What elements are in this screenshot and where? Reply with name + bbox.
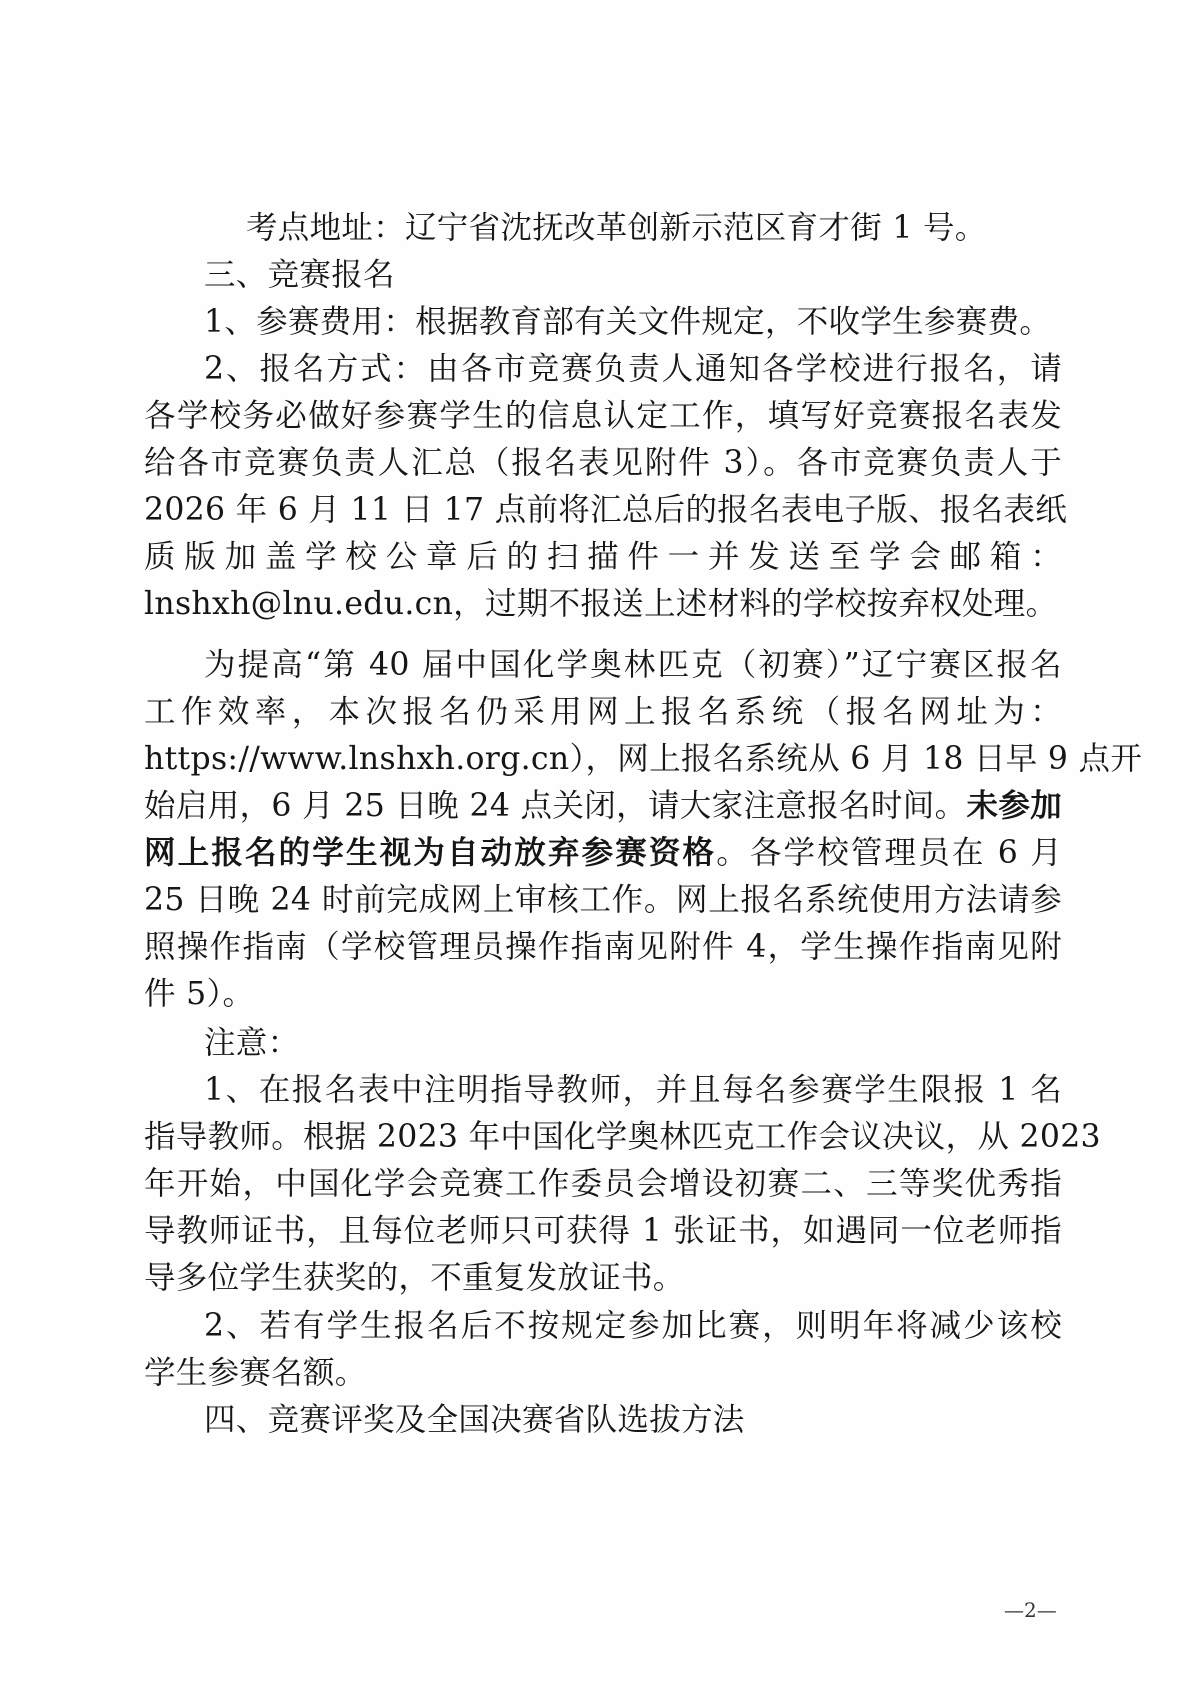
section-heading-awards: 四、竞赛评奖及全国决赛省队选拔方法 [204, 1402, 745, 1438]
item-method-line-1: 2、报名方式：由各市竞赛负责人通知各学校进行报名，请 [204, 351, 1062, 387]
notice-item-1-line-5: 导多位学生获奖的，不重复发放证书。 [144, 1260, 685, 1296]
online-registration-line-3: https://www.lnshxh.org.cn），网上报名系统从 6 月 18 日早 9 点开 [144, 741, 1143, 777]
notice-item-2-line-1: 2、若有学生报名后不按规定参加比赛，则明年将减少该校 [204, 1308, 1062, 1344]
online-registration-line-5-bold: 网上报名的学生视为自动放弃参赛资格 [144, 834, 717, 871]
online-registration-line-7: 照操作指南（学校管理员操作指南见附件 4，学生操作指南见附 [144, 929, 1062, 965]
notice-item-1-line-4: 导教师证书，且每位老师只可获得 1 张证书，如遇同一位老师指 [144, 1213, 1062, 1249]
online-registration-line-6: 25 日晚 24 时前完成网上审核工作。网上报名系统使用方法请参 [144, 882, 1062, 918]
online-registration-line-5 [144, 830, 1062, 876]
page-number: —2— [1004, 1598, 1057, 1622]
item-fee-line: 1、参赛费用：根据教育部有关文件规定，不收学生参赛费。 [204, 304, 1052, 340]
exam-address-line: 考点地址：辽宁省沈抚改革创新示范区育才街 1 号。 [246, 210, 987, 246]
online-registration-line-4 [144, 783, 1062, 829]
notice-item-1-line-3: 年开始，中国化学会竞赛工作委员会增设初赛二、三等奖优秀指 [144, 1166, 1062, 1202]
online-registration-line-4-plain: 始启用，6 月 25 日晚 24 点关闭，请大家注意报名时间。 [144, 788, 967, 824]
notice-item-1-line-1: 1、在报名表中注明指导教师，并且每名参赛学生限报 1 名 [204, 1072, 1062, 1108]
online-registration-line-4-bold: 未参加 [966, 787, 1062, 824]
item-method-line-3: 给各市竞赛负责人汇总（报名表见附件 3）。各市竞赛负责人于 [144, 445, 1062, 481]
item-method-line-5: 质版加盖学校公章后的扫描件一并发送至学会邮箱： [144, 539, 1062, 575]
item-method-line-2: 各学校务必做好参赛学生的信息认定工作，填写好竞赛报名表发 [144, 398, 1062, 434]
email-line: lnshxh@lnu.edu.cn，过期不报送上述材料的学校按弃权处理。 [144, 586, 1058, 622]
item-method-line-4: 2026 年 6 月 11 日 17 点前将汇总后的报名表电子版、报名表纸 [144, 492, 1068, 528]
online-registration-line-8: 件 5）。 [144, 976, 255, 1012]
notice-item-2-line-2: 学生参赛名额。 [144, 1355, 367, 1391]
online-registration-line-1: 为提高“第 40 届中国化学奥林匹克（初赛）”辽宁赛区报名 [204, 647, 1062, 683]
section-heading-registration: 三、竞赛报名 [204, 257, 395, 293]
online-registration-line-5-plain: 。各学校管理员在 6 月 [716, 835, 1063, 871]
notice-heading: 注意： [204, 1025, 300, 1061]
online-registration-line-2: 工作效率，本次报名仍采用网上报名系统（报名网址为： [144, 694, 1062, 730]
notice-item-1-line-2: 指导教师。根据 2023 年中国化学奥林匹克工作会议决议，从 2023 [144, 1119, 1101, 1155]
